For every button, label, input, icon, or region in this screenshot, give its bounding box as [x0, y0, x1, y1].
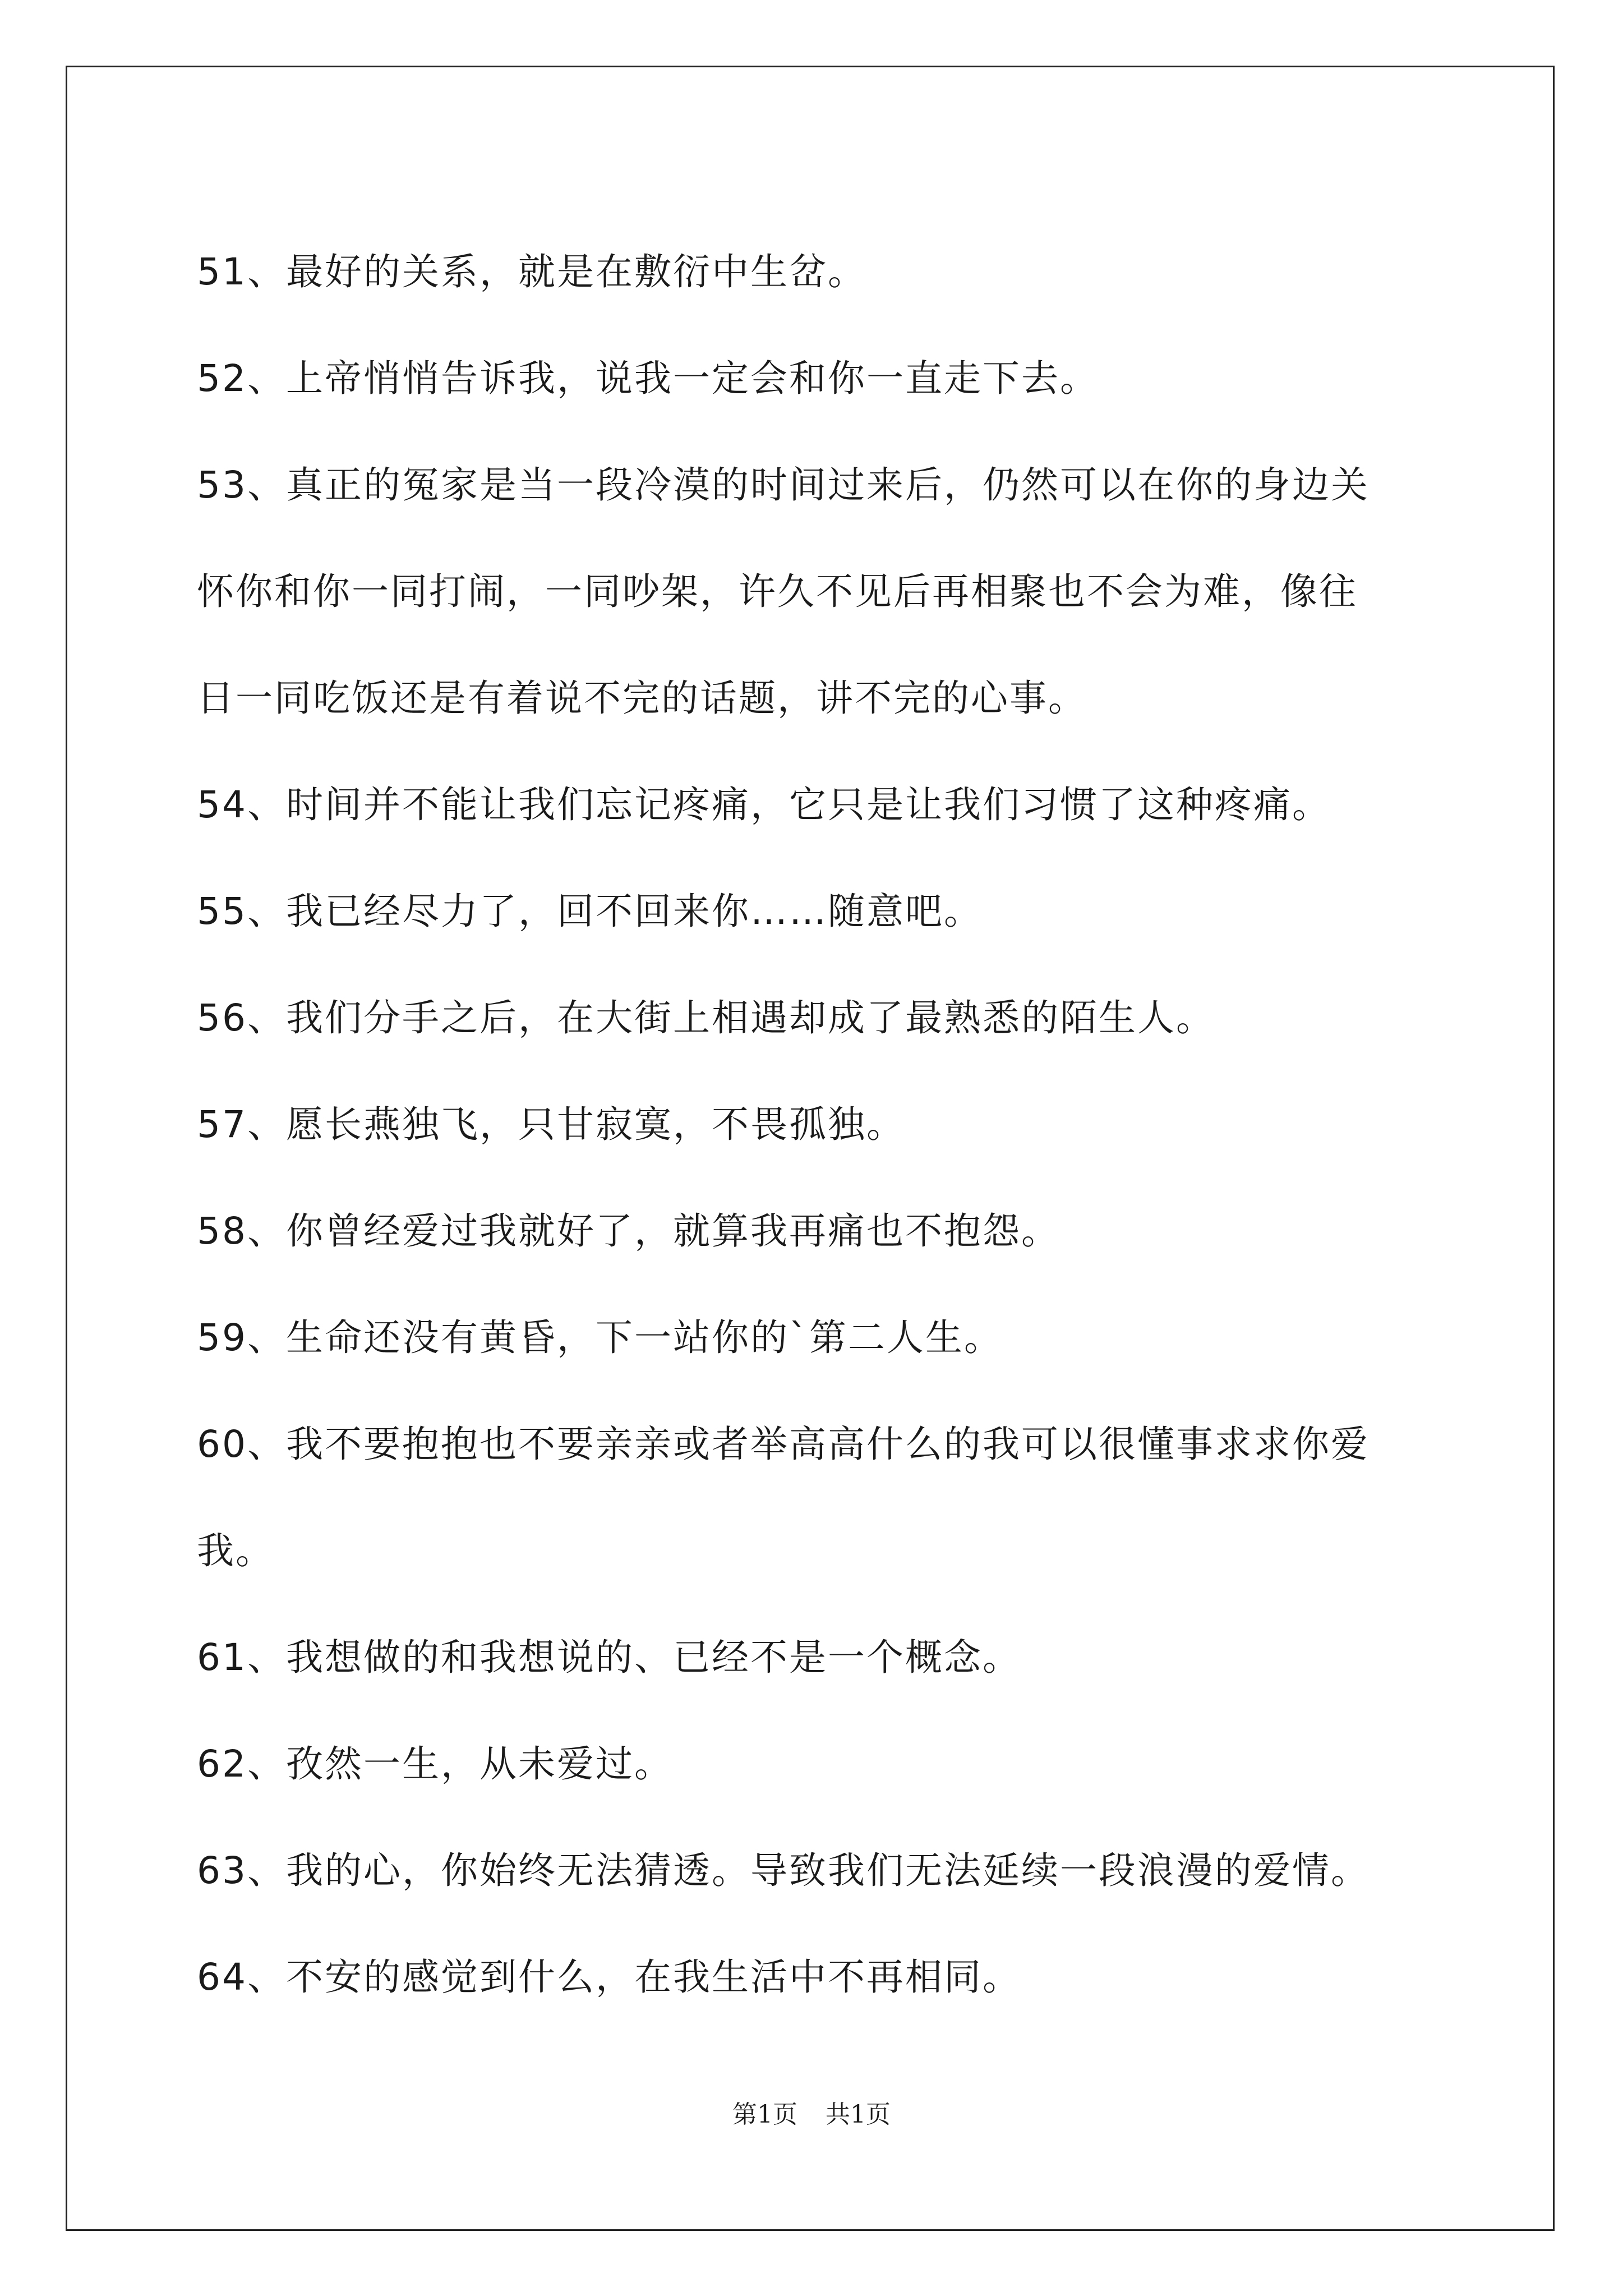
- page-footer: [0, 2098, 1623, 2132]
- text-line: 62、孜然一生，从未爱过。: [197, 1742, 673, 1786]
- text-line: 53、真正的冤家是当一段冷漠的时间过来后，仍然可以在你的身边关: [197, 463, 1370, 507]
- page-total: 共1页: [826, 2100, 891, 2129]
- text-line: 55、我已经尽力了，回不回来你……随意吧。: [197, 890, 983, 933]
- text-line: 51、最好的关系，就是在敷衍中生岔。: [197, 250, 866, 293]
- text-line: 我。: [197, 1529, 274, 1572]
- text-line: 58、你曾经爱过我就好了，就算我再痛也不抱怨。: [197, 1209, 1060, 1253]
- text-line: 日一同吃饭还是有着说不完的话题，讲不完的心事。: [197, 677, 1087, 720]
- text-line: 52、上帝悄悄告诉我，说我一定会和你一直走下去。: [197, 357, 1099, 400]
- text-line: 61、我想做的和我想说的、已经不是一个概念。: [197, 1636, 1021, 1679]
- page-number: 第1页: [732, 2100, 797, 2129]
- text-line: 63、我的心，你始终无法猜透。导致我们无法延续一段浪漫的爱情。: [197, 1849, 1370, 1892]
- text-line: 56、我们分手之后，在大街上相遇却成了最熟悉的陌生人。: [197, 996, 1215, 1039]
- text-line: 59、生命还没有黄昏，下一站你的`第二人生。: [197, 1316, 1003, 1359]
- text-line: 57、愿长燕独飞，只甘寂寞，不畏孤独。: [197, 1103, 905, 1146]
- text-line: 64、不安的感觉到什么，在我生活中不再相同。: [197, 1955, 1021, 1999]
- text-line: 怀你和你一同打闹，一同吵架，许久不见后再相聚也不会为难，像往: [197, 570, 1358, 613]
- text-line: 54、时间并不能让我们忘记疼痛，它只是让我们习惯了这种疼痛。: [197, 783, 1331, 826]
- document-body: [197, 219, 1447, 2031]
- text-line: 60、我不要抱抱也不要亲亲或者举高高什么的我可以很懂事求求你爱: [197, 1423, 1370, 1466]
